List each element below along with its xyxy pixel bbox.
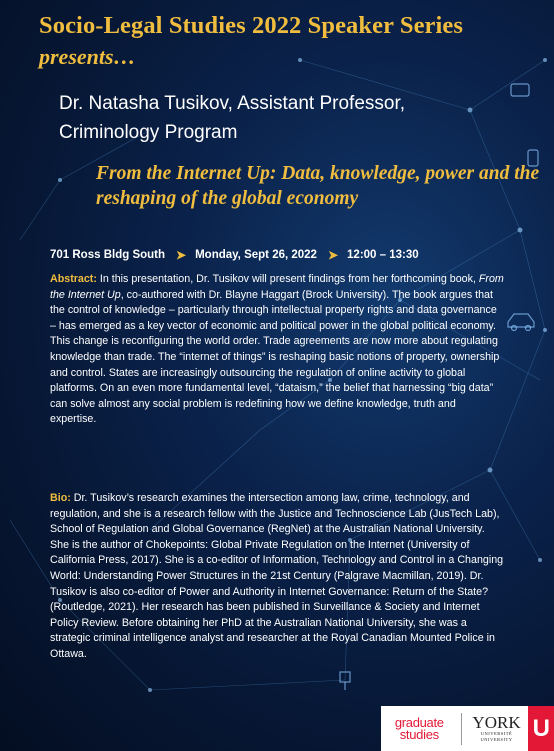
- presents-text: presents…: [39, 44, 136, 69]
- event-location: 701 Ross Bldg South: [50, 249, 166, 261]
- bio-paragraph: [50, 491, 505, 663]
- bio-label: Bio:: [50, 492, 71, 504]
- bio-text: Dr. Tusikov’s research examines the intersection among law, crime, technology, and regulation, and she is a research fellow with the Justice and Technoscience Lab (JusTech Lab), School of Regulation and Global Governance (RegNet) at the Australian National University. She is the author of Chokepoints: Global Private Regulation on the Internet (University of California Press, 2017). She is a co-editor of Information, Technology and Control in a Changing World: Understanding Power Structures in the 21st Century (Palgrave Macmillan, 2019). Dr. Tusikov is also co-editor of Power and Authority in Internet Governance: Return of the State? (Routledge, 2021). Her research has been published in Surveillance & Society and Internet Policy Review. Before obtaining her PhD at the Australian National University, she was a strategic criminal intelligence analyst and researcher at the Royal Canadian Mounted Police in Ottawa.: [50, 492, 504, 660]
- event-details: [50, 248, 419, 262]
- event-date: Monday, Sept 26, 2022: [195, 249, 317, 261]
- talk-title: From the Internet Up: Data, knowledge, power and the reshaping of the global economy: [96, 163, 540, 209]
- abstract-label: Abstract:: [50, 273, 97, 285]
- graduate-studies-wordmark: graduate studies: [394, 714, 444, 742]
- book-title: From the Internet Up: [50, 273, 504, 301]
- speaker-name: [59, 89, 549, 147]
- york-wordmark: YORK UNIVERSITÉ UNIVERSITY: [472, 712, 521, 742]
- york-graduate-studies-logo: [381, 706, 554, 751]
- chevron-right-icon: ➤: [176, 248, 187, 262]
- speaker-series-title: Socio-Legal Studies 2022 Speaker Series: [39, 12, 464, 39]
- speaker-line-2: Criminology Program: [59, 122, 238, 143]
- abstract-text-1: In this presentation, Dr. Tusikov will present findings from her forthcoming book,: [96, 273, 479, 285]
- logo-divider: [461, 713, 462, 745]
- chevron-right-icon: ➤: [327, 248, 339, 262]
- event-time: 12:00 – 13:30: [347, 249, 419, 261]
- york-u-mark-icon: U: [528, 706, 554, 751]
- abstract-paragraph: [50, 272, 505, 428]
- speaker-line-1: Dr. Natasha Tusikov, Assistant Professor,: [59, 93, 406, 114]
- abstract-text-2: , co-authored with Dr. Blayne Haggart (Brock University). The book argues that the control of knowledge – particularly through intellectual property rights and data governance – has emerged as a key vector of economic and political power in the global political economy. This change is reconfiguring the world order. Trade agreements are now more about regulating knowledge than trade. The “internet of things” is reshaping basic notions of property, ownership and control. States are increasingly outsourcing the regulation of online activity to global platforms. On an even more fundamental level, “dataism,” the belief that harnessing “big data” can solve almost any social problem is redefining how we define knowledge, truth and expertise.: [50, 288, 500, 426]
